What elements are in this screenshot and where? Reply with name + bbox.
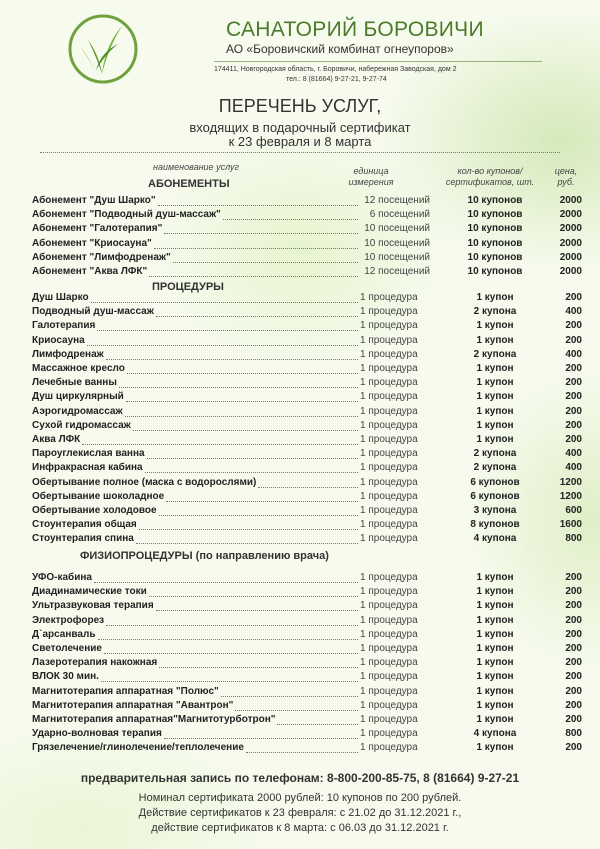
- service-price: 800: [565, 533, 582, 545]
- service-name: Магнитотерапия аппаратная "Полюс": [32, 685, 219, 697]
- service-unit: 1 процедура: [360, 306, 418, 318]
- service-name: Аква ЛФК: [32, 434, 81, 445]
- leader-dots: [101, 681, 358, 682]
- service-price: 2000: [559, 195, 582, 206]
- service-coupons: 1 купон: [476, 292, 514, 303]
- table-row: [32, 700, 584, 714]
- table-row: [32, 586, 584, 600]
- certificate-note-2: Действие сертификатов к 23 февраля: с 21.02 до 31.12.2021 г.,: [138, 807, 462, 819]
- service-unit: 10 посещений: [364, 223, 430, 235]
- service-unit: 6 посещений: [369, 209, 430, 221]
- service-price: 2000: [559, 266, 582, 277]
- service-unit: 1 процедура: [360, 572, 418, 583]
- service-coupons: 1 купон: [476, 600, 514, 612]
- service-price: 2000: [559, 209, 582, 221]
- service-name: Массажное кресло: [32, 363, 125, 374]
- service-unit: 1 процедура: [360, 377, 418, 389]
- service-coupons: 6 купонов: [470, 476, 520, 488]
- leader-dots: [164, 738, 358, 739]
- service-price: 400: [565, 462, 582, 474]
- service-coupons: 1 купон: [476, 685, 514, 697]
- leader-dots: [127, 373, 358, 374]
- service-unit: 1 процедура: [360, 614, 418, 626]
- service-name: Сухой гидромассаж: [32, 419, 131, 431]
- leader-dots: [158, 205, 358, 206]
- service-unit: 12 посещений: [364, 195, 430, 206]
- service-name: Абонемент "Аква ЛФК": [32, 266, 148, 277]
- leader-dots: [258, 487, 358, 488]
- service-price: 200: [565, 377, 582, 389]
- service-coupons: 1 купон: [476, 391, 514, 403]
- service-coupons: 1 купон: [476, 628, 514, 640]
- table-row: [32, 671, 584, 685]
- service-name: Магнитотерапия аппаратная"Магнитотурботрон": [32, 714, 276, 725]
- service-coupons: 2 купона: [473, 462, 517, 474]
- table-row: [32, 349, 584, 363]
- leader-dots: [133, 430, 358, 431]
- service-price: 200: [565, 614, 582, 626]
- leader-dots: [119, 387, 358, 388]
- leader-dots: [173, 262, 358, 263]
- service-unit: 1 процедура: [360, 728, 418, 740]
- service-price: 600: [565, 505, 582, 516]
- document-title: ПЕРЕЧЕНЬ УСЛУГ,: [218, 96, 382, 116]
- service-price: 800: [565, 728, 582, 740]
- service-coupons: 10 купонов: [467, 195, 523, 206]
- service-name: Криосауна: [32, 334, 85, 346]
- service-price: 200: [565, 600, 582, 612]
- service-name: Обертывание полное (маска с водорослями): [32, 476, 257, 488]
- title-divider: [40, 152, 560, 153]
- service-unit: 1 процедура: [360, 699, 418, 711]
- table-row: [32, 728, 584, 742]
- leader-dots: [246, 752, 358, 753]
- header-divider: [214, 61, 542, 62]
- service-price: 2000: [559, 223, 582, 235]
- service-price: 200: [565, 292, 582, 303]
- service-unit: 1 процедура: [360, 685, 418, 697]
- service-unit: 1 процедура: [360, 600, 418, 612]
- service-unit: 1 процедура: [360, 490, 418, 502]
- service-coupons: 1 купон: [476, 742, 514, 754]
- service-unit: 1 процедура: [360, 448, 418, 460]
- service-unit: 1 процедура: [360, 391, 418, 403]
- service-unit: 1 процедура: [360, 643, 418, 654]
- service-name: Абонемент "Галотерапия": [32, 223, 163, 235]
- service-price: 200: [565, 419, 582, 431]
- column-header-price: цена, руб.: [554, 166, 578, 187]
- service-price: 200: [565, 572, 582, 583]
- service-coupons: 8 купонов: [470, 519, 520, 531]
- service-name: Абонемент "Душ Шарко": [32, 195, 156, 206]
- column-header-name: наименование услуг: [153, 162, 239, 172]
- table-row: [32, 629, 584, 643]
- leader-dots: [126, 401, 358, 402]
- service-price: 200: [565, 699, 582, 711]
- service-name: УФО-кабина: [32, 572, 92, 583]
- service-price: 200: [565, 334, 582, 346]
- leader-dots: [91, 302, 358, 303]
- leader-dots: [149, 276, 358, 277]
- service-coupons: 1 купон: [476, 334, 514, 346]
- leader-dots: [94, 582, 358, 583]
- table-row: [32, 406, 584, 420]
- service-name: Лечебные ванны: [32, 377, 117, 389]
- column-header-unit: единица измерения: [348, 166, 394, 187]
- service-name: Стоунтерапия спина: [32, 533, 134, 545]
- service-name: Абонемент "Подводный душ-массаж": [32, 209, 221, 221]
- table-row: [32, 238, 584, 252]
- table-row: [32, 306, 584, 320]
- org-name: САНАТОРИЙ БОРОВИЧИ: [226, 18, 484, 41]
- service-name: Лазеротерапия накожная: [32, 657, 158, 669]
- service-name: Диадинамические токи: [32, 586, 147, 598]
- service-price: 2000: [559, 251, 582, 263]
- service-name: Д`арсанваль: [32, 628, 96, 640]
- leader-dots: [149, 596, 358, 597]
- service-price: 200: [565, 714, 582, 725]
- section-title: ПРОЦЕДУРЫ: [152, 281, 224, 293]
- table-row: [32, 742, 584, 756]
- leader-dots: [82, 444, 358, 445]
- leader-dots: [223, 219, 358, 220]
- leader-dots: [154, 248, 358, 249]
- table-row: [32, 320, 584, 334]
- leader-dots: [221, 696, 358, 697]
- service-price: 200: [565, 586, 582, 598]
- service-coupons: 1 купон: [476, 714, 514, 725]
- service-price: 1200: [559, 490, 582, 502]
- table-row: [32, 377, 584, 391]
- service-name: ВЛОК 30 мин.: [32, 671, 99, 683]
- service-price: 200: [565, 434, 582, 445]
- table-row: [32, 223, 584, 237]
- table-row: [32, 266, 584, 280]
- leader-dots: [235, 710, 358, 711]
- service-coupons: 10 купонов: [467, 251, 523, 263]
- service-name: Светолечение: [32, 643, 102, 654]
- service-coupons: 6 купонов: [470, 490, 520, 502]
- document-subtitle-2: к 23 февраля и 8 марта: [228, 134, 372, 149]
- leader-dots: [125, 416, 358, 417]
- service-name: Аэрогидромассаж: [32, 405, 123, 417]
- service-coupons: 2 купона: [473, 306, 517, 318]
- service-coupons: 4 купона: [473, 728, 517, 740]
- table-row: [32, 391, 584, 405]
- table-row: [32, 519, 584, 533]
- service-price: 2000: [559, 237, 582, 249]
- service-unit: 1 процедура: [360, 586, 418, 598]
- service-unit: 1 процедура: [360, 714, 418, 725]
- certificate-note-3: действие сертификатов к 8 марта: с 06.03 до 31.12.2021 г.: [151, 822, 449, 834]
- org-subtitle: АО «Боровичский комбинат огнеупоров»: [226, 42, 454, 56]
- table-row: [32, 477, 584, 491]
- leader-dots: [164, 233, 358, 234]
- leader-dots: [277, 724, 358, 725]
- service-unit: 1 процедура: [360, 434, 418, 445]
- service-unit: 1 процедура: [360, 628, 418, 640]
- service-coupons: 2 купона: [473, 448, 517, 460]
- table-row: [32, 420, 584, 434]
- service-price: 200: [565, 657, 582, 669]
- service-coupons: 1 купон: [476, 377, 514, 389]
- service-coupons: 1 купон: [476, 643, 514, 654]
- service-unit: 1 процедура: [360, 505, 418, 516]
- leader-dots: [87, 345, 358, 346]
- service-unit: 10 посещений: [364, 251, 430, 263]
- service-unit: 1 процедура: [360, 320, 418, 332]
- service-price: 400: [565, 306, 582, 318]
- service-name: Инфракрасная кабина: [32, 462, 143, 474]
- table-row: [32, 533, 584, 547]
- table-row: [32, 209, 584, 223]
- service-coupons: 1 купон: [476, 614, 514, 626]
- service-coupons: 10 купонов: [467, 223, 523, 235]
- service-name: Грязелечение/глинолечение/теплолечение: [32, 742, 244, 754]
- service-name: Душ циркулярный: [32, 391, 124, 403]
- service-coupons: 3 купона: [473, 505, 517, 516]
- service-price: 400: [565, 448, 582, 460]
- table-row: [32, 505, 584, 519]
- service-unit: 1 процедура: [360, 419, 418, 431]
- service-unit: 1 процедура: [360, 657, 418, 669]
- service-price: 200: [565, 391, 582, 403]
- service-unit: 1 процедура: [360, 671, 418, 683]
- service-name: Ударно-волновая терапия: [32, 728, 162, 740]
- leader-dots: [104, 653, 358, 654]
- service-unit: 10 посещений: [364, 237, 430, 249]
- service-coupons: 1 купон: [476, 572, 514, 583]
- service-coupons: 1 купон: [476, 405, 514, 417]
- document-subtitle-1: входящих в подарочный сертификат: [189, 120, 411, 135]
- table-row: [32, 335, 584, 349]
- sanatorium-logo-icon: [66, 12, 140, 86]
- service-coupons: 10 купонов: [467, 266, 523, 277]
- service-name: Ультразвуковая терапия: [32, 600, 154, 612]
- service-coupons: 1 купон: [476, 320, 514, 332]
- service-unit: 1 процедура: [360, 519, 418, 531]
- service-unit: 12 посещений: [364, 266, 430, 277]
- service-price: 200: [565, 685, 582, 697]
- leader-dots: [136, 543, 358, 544]
- service-unit: 1 процедура: [360, 405, 418, 417]
- service-coupons: 1 купон: [476, 699, 514, 711]
- service-coupons: 1 купон: [476, 586, 514, 598]
- service-price: 200: [565, 363, 582, 374]
- service-name: Галотерапия: [32, 320, 96, 332]
- service-unit: 1 процедура: [360, 742, 418, 754]
- service-unit: 1 процедура: [360, 476, 418, 488]
- table-row: [32, 491, 584, 505]
- table-row: [32, 615, 584, 629]
- service-unit: 1 процедура: [360, 462, 418, 474]
- table-row: [32, 292, 584, 306]
- service-name: Электрофорез: [32, 614, 105, 626]
- service-coupons: 2 купона: [473, 348, 517, 360]
- service-coupons: 1 купон: [476, 434, 514, 445]
- table-row: [32, 448, 584, 462]
- address: 174411, Новгородская область, г. Боровичи, набережная Заводская, дом 2: [214, 66, 457, 73]
- service-name: Обертывание шоколадное: [32, 490, 165, 502]
- leader-dots: [139, 529, 358, 530]
- table-row: [32, 600, 584, 614]
- leader-dots: [106, 625, 358, 626]
- service-coupons: 1 купон: [476, 671, 514, 683]
- service-price: 200: [565, 643, 582, 654]
- service-unit: 1 процедура: [360, 533, 418, 545]
- table-row: [32, 434, 584, 448]
- service-name: Стоунтерапия общая: [32, 519, 137, 531]
- table-row: [32, 195, 584, 209]
- service-coupons: 4 купона: [473, 533, 517, 545]
- service-price: 1200: [559, 476, 582, 488]
- table-row: [32, 686, 584, 700]
- service-price: 400: [565, 348, 582, 360]
- service-unit: 1 процедура: [360, 363, 418, 374]
- service-name: Лимфодренаж: [32, 348, 104, 360]
- service-coupons: 1 купон: [476, 657, 514, 669]
- leader-dots: [145, 472, 358, 473]
- service-price: 200: [565, 671, 582, 683]
- leader-dots: [106, 359, 358, 360]
- service-name: Магнитотерапия аппаратная "Авантрон": [32, 699, 234, 711]
- leader-dots: [156, 610, 358, 611]
- service-price: 200: [565, 405, 582, 417]
- service-price: 200: [565, 320, 582, 332]
- service-coupons: 1 купон: [476, 363, 514, 374]
- service-coupons: 1 купон: [476, 419, 514, 431]
- service-name: Душ Шарко: [32, 292, 89, 303]
- service-price: 1600: [559, 519, 582, 531]
- leader-dots: [156, 316, 358, 317]
- section-title: АБОНЕМЕНТЫ: [148, 178, 230, 190]
- service-price: 200: [565, 628, 582, 640]
- service-price: 200: [565, 742, 582, 754]
- table-row: [32, 462, 584, 476]
- leader-dots: [97, 330, 358, 331]
- phones: тел.: 8 (81664) 9-27-21, 9-27-74: [286, 76, 387, 83]
- service-unit: 1 процедура: [360, 348, 418, 360]
- leader-dots: [98, 639, 358, 640]
- table-row: [32, 714, 584, 728]
- booking-phones: предварительная запись по телефонам: 8-800-200-85-75, 8 (81664) 9-27-21: [80, 771, 520, 785]
- table-row: [32, 363, 584, 377]
- service-name: Пароуглекислая ванна: [32, 448, 145, 460]
- leader-dots: [166, 501, 358, 502]
- service-coupons: 10 купонов: [467, 209, 523, 221]
- service-unit: 1 процедура: [360, 334, 418, 346]
- leader-dots: [147, 458, 358, 459]
- table-row: [32, 252, 584, 266]
- table-row: [32, 657, 584, 671]
- section-title: ФИЗИОПРОЦЕДУРЫ (по направлению врача): [80, 550, 329, 562]
- leader-dots: [159, 667, 358, 668]
- leader-dots: [159, 515, 358, 516]
- certificate-note-1: Номинал сертификата 2000 рублей: 10 купонов по 200 рублей.: [138, 792, 462, 804]
- table-row: [32, 643, 584, 657]
- table-row: [32, 572, 584, 586]
- service-name: Обертывание холодовое: [32, 505, 157, 516]
- service-coupons: 10 купонов: [467, 237, 523, 249]
- service-unit: 1 процедура: [360, 292, 418, 303]
- service-name: Абонемент "Криосауна": [32, 237, 152, 249]
- service-name: Абонемент "Лимфодренаж": [32, 251, 171, 263]
- service-name: Подводный душ-массаж: [32, 306, 154, 318]
- column-header-qty: кол-во купонов/ сертификатов, шт.: [445, 166, 535, 187]
